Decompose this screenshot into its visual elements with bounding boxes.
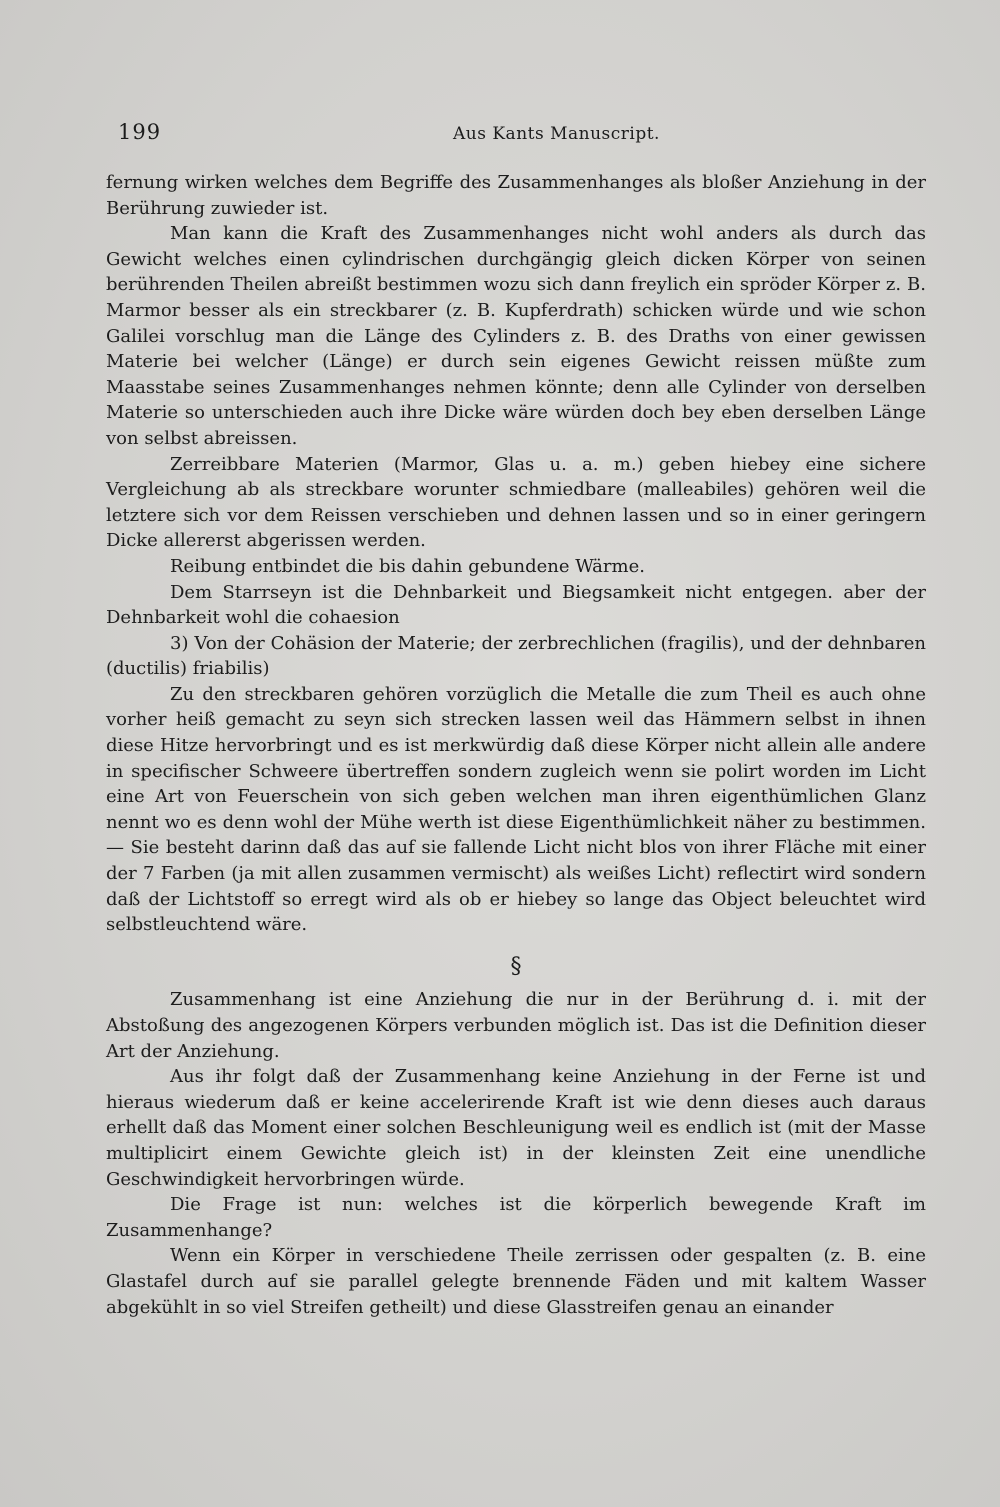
paragraph: Reibung entbindet die bis dahin gebundene Wärme. [170, 555, 645, 577]
body-text [106, 170, 926, 1320]
paragraph: fernung wirken welches dem Begriffe des Zusammenhanges als bloßer Anziehung in der Berührung zuwieder ist. [106, 172, 926, 219]
running-title: Aus Kants Manuscript. [453, 124, 660, 144]
section-sign: § [510, 953, 522, 979]
paragraph: Die Frage ist nun: welches ist die körperlich bewegende Kraft im Zusammenhange? [106, 1194, 926, 1241]
paragraph: 3) Von der Cohäsion der Materie; der zerbrechlichen (fragilis), und der dehnbaren (ductilis) friabilis) [106, 632, 926, 680]
paragraph: Zu den streckbaren gehören vorzüglich die Metalle die zum Theil es auch ohne vorher heiß gemacht zu seyn sich strecken lassen weil das Hämmern selbst in ihnen diese Hitze hervorbringt und es ist merkwürdig daß diese Körper nicht allein alle andere in specifischer Schweere übertreffen sondern zugleich wenn sie polirt worden im Licht eine Art von Feuerschein von sich geben welchen man ihren eigenthümlichen Glanz nennt wo es denn wohl der Mühe werth ist diese Eigenthümlichkeit näher zu bestimmen. — Sie besteht darinn daß das auf sie fallende Licht nicht blos von ihrer Fläche mit einer der 7 Farben (ja mit allen zusammen vermischt) als weißes Licht) reflectirt wird sondern daß der Lichtstoff so erregt wird als ob er hiebey so lange das Object beleuchtet wird selbstleuchtend wäre. [106, 683, 926, 936]
paragraphs-after-section [106, 987, 926, 1320]
paragraph: Dem Starrseyn ist die Dehnbarkeit und Biegsamkeit nicht entgegen. aber der Dehnbarkeit wohl die cohaesion [106, 581, 926, 629]
paragraph: Zusammenhang ist eine Anziehung die nur in der Berührung d. i. mit der Abstoßung des angezogenen Körpers verbunden möglich ist. Das ist die Definition dieser Art der Anziehung. [106, 989, 926, 1062]
paragraph: Zerreibbare Materien (Marmor, Glas u. a. m.) geben hiebey eine sichere Vergleichung ab als streckbare worunter schmiedbare (malleabiles) gehören weil die letztere sich vor dem Reissen verschieben und dehnen lassen und so in einer geringern Dicke allererst abgerissen werden. [106, 453, 926, 552]
paragraph: Wenn ein Körper in verschiedene Theile zerrissen oder gespalten (z. B. eine Glastafel durch auf sie parallel gelegte brennende Fäden und mit kaltem Wasser abgekühlt in so viel Streifen getheilt) und diese Glasstreifen genau an einander [106, 1245, 926, 1318]
paragraph: Man kann die Kraft des Zusammenhanges nicht wohl anders als durch das Gewicht welches einen cylindrischen durchgängig gleich dicken Körper von seinen berührenden Theilen abreißt bestimmen wozu sich dann freylich ein spröder Körper z. B. Marmor besser als ein streckbarer (z. B. Kupferdrath) schicken würde und wie schon Galilei vorschlug man die Länge des Cylinders z. B. des Draths von einer gewissen Materie bei welcher (Länge) er durch sein eigenes Gewicht reissen müßte zum Maasstabe seines Zusammenhanges nehmen könnte; denn alle Cylinder von derselben Materie so unterschieden auch ihre Dicke wäre würden doch bey eben derselben Länge von selbst abreissen. [106, 223, 926, 449]
paragraphs-before-section [106, 170, 926, 938]
page-number: 199 [118, 120, 162, 144]
running-head [118, 120, 878, 150]
paragraph: Aus ihr folgt daß der Zusammenhang keine Anziehung in der Ferne ist und hieraus wiederum daß er keine accelerirende Kraft ist wie denn dieses auch daraus erhellt daß das Moment einer solchen Beschleunigung weil es endlich ist (mit der Masse multiplicirt einem Gewichte gleich ist) in der kleinsten Zeit eine unendliche Geschwindigkeit hervorbringen würde. [106, 1066, 926, 1190]
